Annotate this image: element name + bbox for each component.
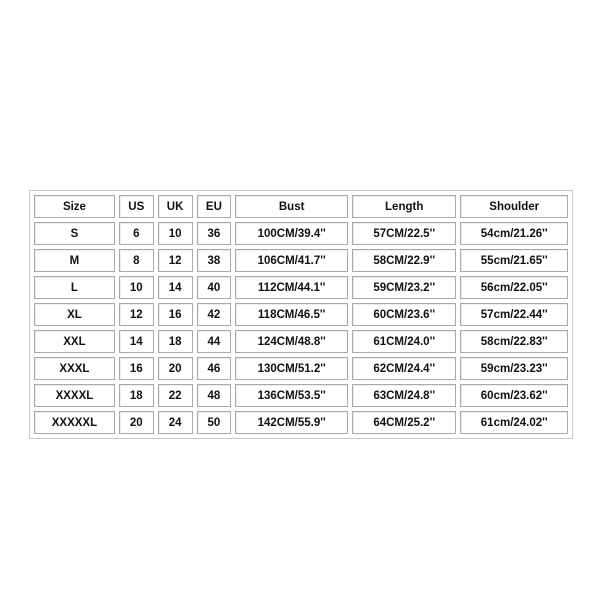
cell-us: 8 — [119, 249, 154, 272]
cell-eu: 40 — [197, 276, 232, 299]
cell-bust: 118CM/46.5'' — [235, 303, 348, 326]
size-chart-table — [29, 190, 573, 439]
cell-us: 12 — [119, 303, 154, 326]
cell-uk: 22 — [158, 384, 193, 407]
cell-shoulder: 54cm/21.26'' — [460, 222, 568, 245]
cell-shoulder: 56cm/22.05'' — [460, 276, 568, 299]
header-length: Length — [352, 195, 456, 218]
cell-us: 6 — [119, 222, 154, 245]
cell-size: M — [34, 249, 115, 272]
cell-eu: 50 — [197, 411, 232, 434]
cell-eu: 36 — [197, 222, 232, 245]
cell-length: 58CM/22.9'' — [352, 249, 456, 272]
table-row — [34, 276, 568, 299]
cell-shoulder: 55cm/21.65'' — [460, 249, 568, 272]
header-bust: Bust — [235, 195, 348, 218]
cell-uk: 18 — [158, 330, 193, 353]
cell-eu: 48 — [197, 384, 232, 407]
cell-size: S — [34, 222, 115, 245]
header-us: US — [119, 195, 154, 218]
table-row — [34, 303, 568, 326]
cell-eu: 46 — [197, 357, 232, 380]
cell-length: 64CM/25.2'' — [352, 411, 456, 434]
table-row — [34, 249, 568, 272]
table-row — [34, 330, 568, 353]
cell-us: 10 — [119, 276, 154, 299]
table-row — [34, 411, 568, 434]
cell-bust: 100CM/39.4'' — [235, 222, 348, 245]
cell-shoulder: 61cm/24.02'' — [460, 411, 568, 434]
cell-uk: 20 — [158, 357, 193, 380]
cell-size: L — [34, 276, 115, 299]
cell-shoulder: 59cm/23.23'' — [460, 357, 568, 380]
cell-size: XXXXL — [34, 384, 115, 407]
cell-size: XXL — [34, 330, 115, 353]
cell-length: 61CM/24.0'' — [352, 330, 456, 353]
cell-length: 57CM/22.5'' — [352, 222, 456, 245]
cell-uk: 12 — [158, 249, 193, 272]
cell-bust: 142CM/55.9'' — [235, 411, 348, 434]
cell-us: 16 — [119, 357, 154, 380]
cell-eu: 38 — [197, 249, 232, 272]
cell-us: 20 — [119, 411, 154, 434]
cell-bust: 112CM/44.1'' — [235, 276, 348, 299]
table-row — [34, 384, 568, 407]
cell-length: 62CM/24.4'' — [352, 357, 456, 380]
cell-uk: 10 — [158, 222, 193, 245]
cell-size: XXXL — [34, 357, 115, 380]
cell-us: 14 — [119, 330, 154, 353]
cell-bust: 106CM/41.7'' — [235, 249, 348, 272]
cell-length: 59CM/23.2'' — [352, 276, 456, 299]
cell-shoulder: 57cm/22.44'' — [460, 303, 568, 326]
table-row — [34, 222, 568, 245]
cell-uk: 14 — [158, 276, 193, 299]
cell-shoulder: 58cm/22.83'' — [460, 330, 568, 353]
header-size: Size — [34, 195, 115, 218]
cell-length: 60CM/23.6'' — [352, 303, 456, 326]
cell-length: 63CM/24.8'' — [352, 384, 456, 407]
header-uk: UK — [158, 195, 193, 218]
cell-us: 18 — [119, 384, 154, 407]
cell-bust: 124CM/48.8'' — [235, 330, 348, 353]
cell-eu: 44 — [197, 330, 232, 353]
table-header-row — [34, 195, 568, 218]
cell-uk: 24 — [158, 411, 193, 434]
cell-size: XL — [34, 303, 115, 326]
table-row — [34, 357, 568, 380]
cell-eu: 42 — [197, 303, 232, 326]
header-shoulder: Shoulder — [460, 195, 568, 218]
header-eu: EU — [197, 195, 232, 218]
cell-bust: 136CM/53.5'' — [235, 384, 348, 407]
cell-shoulder: 60cm/23.62'' — [460, 384, 568, 407]
cell-bust: 130CM/51.2'' — [235, 357, 348, 380]
cell-uk: 16 — [158, 303, 193, 326]
cell-size: XXXXXL — [34, 411, 115, 434]
